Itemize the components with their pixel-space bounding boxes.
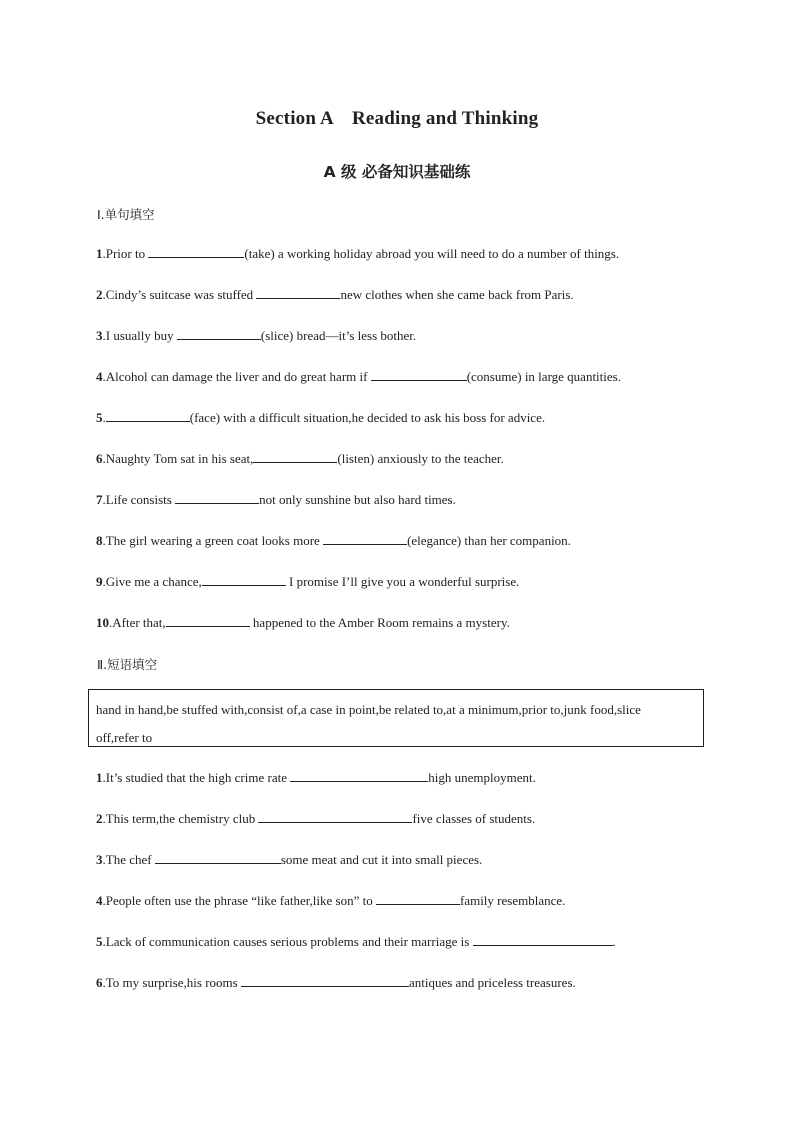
item-number: 5 [96,410,103,425]
item-number: 4 [96,369,103,384]
exercise-item [96,614,510,631]
answer-blank[interactable] [376,892,460,905]
page-subtitle: A 级 必备知识基础练 [323,163,471,181]
answer-blank[interactable] [175,491,259,504]
exercise-item [96,933,616,950]
exercise-item [96,286,574,303]
page-title [0,108,794,130]
exercise-item [96,810,535,827]
answer-blank[interactable] [241,974,409,987]
item-number: 4 [96,893,103,908]
answer-blank[interactable] [371,368,467,381]
phrase-bank-box [88,689,704,747]
phrase-bank-line: off,refer to [96,730,153,745]
answer-blank[interactable] [473,933,613,946]
item-text-before: .After that, [109,615,166,630]
answer-blank[interactable] [106,409,190,422]
item-text-after: (take) a working holiday abroad you will need to do a number of things. [244,246,620,261]
item-text-before: .It’s studied that the high crime rate [102,770,291,785]
item-text-after: (elegance) than her companion. [407,533,571,548]
item-text-before: .Alcohol can damage the liver and do great harm if [102,369,371,384]
item-text-after: (face) with a difficult situation,he decided to ask his boss for advice. [189,410,546,425]
item-text-after: happened to the Amber Room remains a mystery. [249,615,510,630]
item-text-after: (slice) bread—it’s less bother. [260,328,417,343]
exercise-item [96,974,576,991]
item-text-before: .The girl wearing a green coat looks more [102,533,324,548]
answer-blank[interactable] [256,286,340,299]
item-text-after: five classes of students. [412,811,536,826]
exercise-item [96,327,416,344]
item-text-after: . [612,934,616,949]
exercise-item [96,892,565,909]
item-text-after: antiques and priceless treasures. [408,975,576,990]
answer-blank[interactable] [155,851,281,864]
item-text-before: .Give me a chance, [102,574,202,589]
answer-blank[interactable] [290,769,428,782]
title-section: Section A [255,108,334,129]
item-text-after: some meat and cut it into small pieces. [280,852,483,867]
section-heading-phrase-blank: Ⅱ.短语填空 [97,657,158,672]
item-number: 5 [96,934,103,949]
item-text-before: .Prior to [102,246,149,261]
answer-blank[interactable] [148,245,244,258]
item-text-after: family resemblance. [459,893,566,908]
item-text-after: (listen) anxiously to the teacher. [337,451,504,466]
item-text-before: .Life consists [102,492,176,507]
answer-blank[interactable] [253,450,337,463]
exercise-item [96,851,482,868]
exercise-item [96,450,504,467]
item-text-after: new clothes when she came back from Paris. [340,287,574,302]
item-number: 2 [96,811,103,826]
item-text-after: (consume) in large quantities. [466,369,621,384]
item-number: 3 [96,852,103,867]
exercise-item [96,491,456,508]
answer-blank[interactable] [258,810,412,823]
exercise-item [96,409,545,426]
item-text-before: .People often use the phrase “like father,like son” to [102,893,376,908]
exercise-item [96,368,621,385]
item-text-before: .Lack of communication causes serious problems and their marriage is [102,934,473,949]
item-number: 7 [96,492,103,507]
item-number: 6 [96,451,103,466]
answer-blank[interactable] [323,532,407,545]
item-number: 10 [96,615,109,630]
item-number: 2 [96,287,103,302]
answer-blank[interactable] [177,327,261,340]
exercise-item [96,573,519,590]
answer-blank[interactable] [166,614,250,627]
item-number: 3 [96,328,103,343]
title-topic: Reading and Thinking [351,108,539,129]
item-number: 9 [96,574,103,589]
exercise-item [96,532,571,549]
exercise-item [96,769,536,786]
item-text-before: . [102,410,106,425]
item-text-before: .Cindy’s suitcase was stuffed [102,287,257,302]
item-text-before: .Naughty Tom sat in his seat, [102,451,254,466]
item-text-before: .This term,the chemistry club [102,811,259,826]
exercise-item [96,245,619,262]
answer-blank[interactable] [202,573,286,586]
item-number: 6 [96,975,103,990]
item-text-after: I promise I’ll give you a wonderful surprise. [285,574,520,589]
section-heading-single-blank: Ⅰ.单句填空 [97,207,155,222]
item-text-before: .The chef [102,852,155,867]
item-number: 1 [96,770,103,785]
item-number: 1 [96,246,103,261]
phrase-bank-line: hand in hand,be stuffed with,consist of,a case in point,be related to,at a minimum,prior to,junk food,slice [96,702,641,717]
item-number: 8 [96,533,103,548]
item-text-before: .I usually buy [102,328,177,343]
item-text-after: not only sunshine but also hard times. [259,492,456,507]
item-text-after: high unemployment. [428,770,536,785]
item-text-before: .To my surprise,his rooms [102,975,241,990]
